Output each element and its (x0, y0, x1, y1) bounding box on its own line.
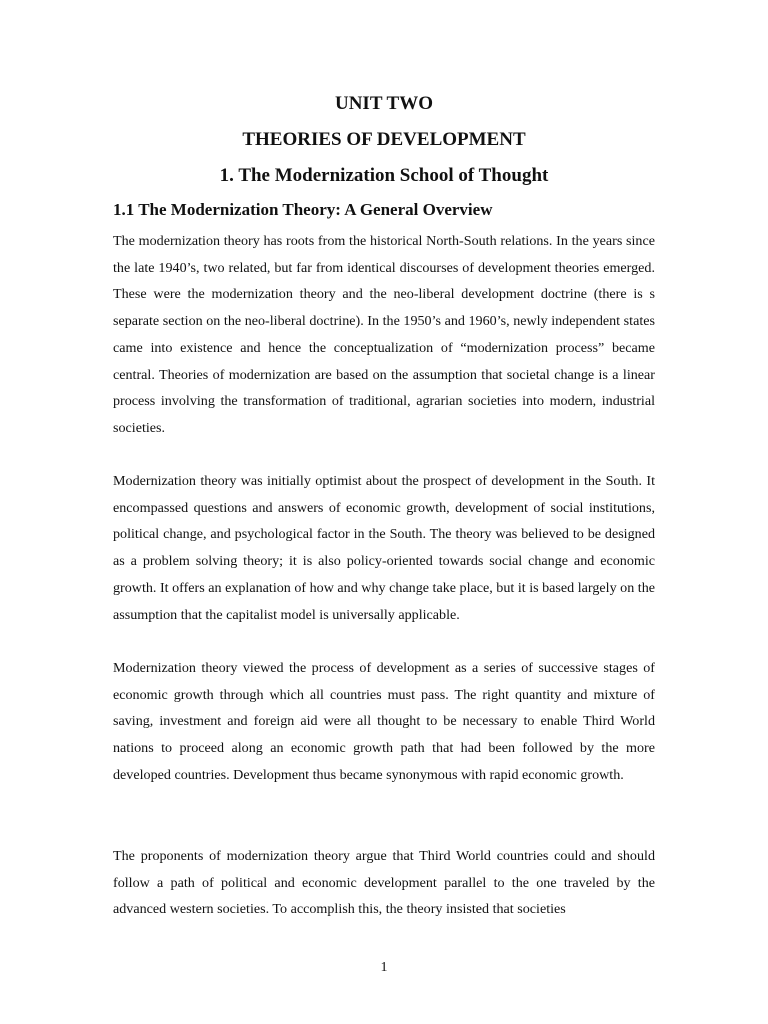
page-number: 1 (380, 960, 388, 975)
section-title: 1. The Modernization School of Thought (219, 165, 549, 186)
paragraph-2: Modernization theory was initially optimist about the prospect of development in the South. It encompassed questions and answers of economic growth, development of social institutions, political change, and psychological factor in the South. The theory was believed to be designed as a problem solving theory; it is also policy-oriented towards social change and economic growth. It offers an explanation of how and why change take place, but it is based largely on the assumption that the capitalist model is universally applicable. (113, 473, 655, 623)
unit-title: UNIT TWO (334, 93, 434, 114)
paragraph-3: Modernization theory viewed the process of development as a series of successive stages of economic growth through which all countries must pass. The right quantity and mixture of saving, investment and foreign aid were all thought to be necessary to enable Third World nations to proceed along an economic growth path that had been followed by the more developed countries. Development thus became synonymous with rapid economic growth. (113, 660, 655, 783)
paragraph-1: The modernization theory has roots from the historical North-South relations. In the years since the late 1940’s, two related, but far from identical discourses of development theories emerged. These were the modernization theory and the neo-liberal development doctrine (there is s separate section on the neo-liberal doctrine). In the 1950’s and 1960’s, newly independent states came into existence and hence the conceptualization of “modernization process” became central. Theories of modernization are based on the assumption that societal change is a linear process involving the transformation of traditional, agrarian societies into modern, industrial societies. (113, 233, 655, 436)
chapter-title: THEORIES OF DEVELOPMENT (242, 129, 526, 150)
paragraph-4: The proponents of modernization theory argue that Third World countries could and should follow a path of political and economic development parallel to the one traveled by the advanced western societies. To accomplish this, the theory insisted that societies (113, 848, 655, 918)
subsection-title: 1.1 The Modernization Theory: A General Overview (113, 200, 493, 219)
